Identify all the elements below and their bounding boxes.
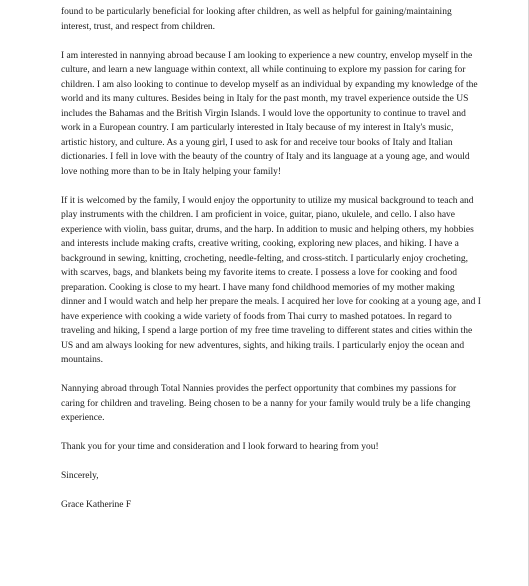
paragraph-intro-continuation: found to be particularly beneficial for looking after children, as well as helpful for gaining/maintaining interest, trust, and respect from children. xyxy=(61,7,452,32)
paragraph-hobbies-skills: If it is welcomed by the family, I would enjoy the opportunity to utilize my musical background to teach and play instruments with the children. I am proficient in voice, guitar, piano, ukulele, and cello. I also have experience with violin, bass guitar, drums, and the harp. In addition to music and helping others, my hobbies and interests include making crafts, creative writing, cooking, exploring new places, and hiking. I have a background in sewing, knitting, crocheting, needle-felting, and cross-stitch. I particularly enjoy crocheting, with scarves, bags, and blankets being my favorite items to create. I possess a love for cooking and food preparation. Cooking is close to my heart. I have many fond childhood memories of my mother making dinner and I would watch and help her prepare the meals. I acquired her love for cooking at a young age, and I have experience with cooking a wide variety of foods from Thai curry to mashed potatoes. In regard to traveling and hiking, I spend a large portion of my free time traveling to different states and cities within the US and am always looking for new adventures, sights, and hiking trails. I particularly enjoy the ocean and mountains. xyxy=(61,195,481,365)
paragraph-nannying-abroad: I am interested in nannying abroad because I am looking to experience a new country, envelop myself in the culture, and learn a new language within context, all while continuing to explore my passion for caring for children. I am also looking to continue to develop myself as an individual by expanding my knowledge of the world and its many cultures. Besides being in Italy for the past month, my travel experience outside the US includes the Bahamas and the British Virgin Islands. I would love the opportunity to continue to travel and work in a European country. I am particularly interested in Italy because of my interest in Italy's music, artistic history, and culture. As a young girl, I used to ask for and receive tour books of Italy and Italian dictionaries. I fell in love with the beauty of the country of Italy and its language at a young age, and would love nothing more than to be in Italy helping your family! xyxy=(61,50,478,177)
closing-salutation: Sincerely, xyxy=(61,471,99,481)
paragraph-opportunity: Nannying abroad through Total Nannies provides the perfect opportunity that combines my passions for caring for children and traveling. Being chosen to be a nanny for your family would truly be a life changing experience. xyxy=(61,384,471,423)
signature-name: Grace Katherine F xyxy=(61,500,132,510)
cover-letter-body xyxy=(61,5,481,527)
paragraph-thank-you: Thank you for your time and consideration and I look forward to hearing from you! xyxy=(61,442,379,452)
